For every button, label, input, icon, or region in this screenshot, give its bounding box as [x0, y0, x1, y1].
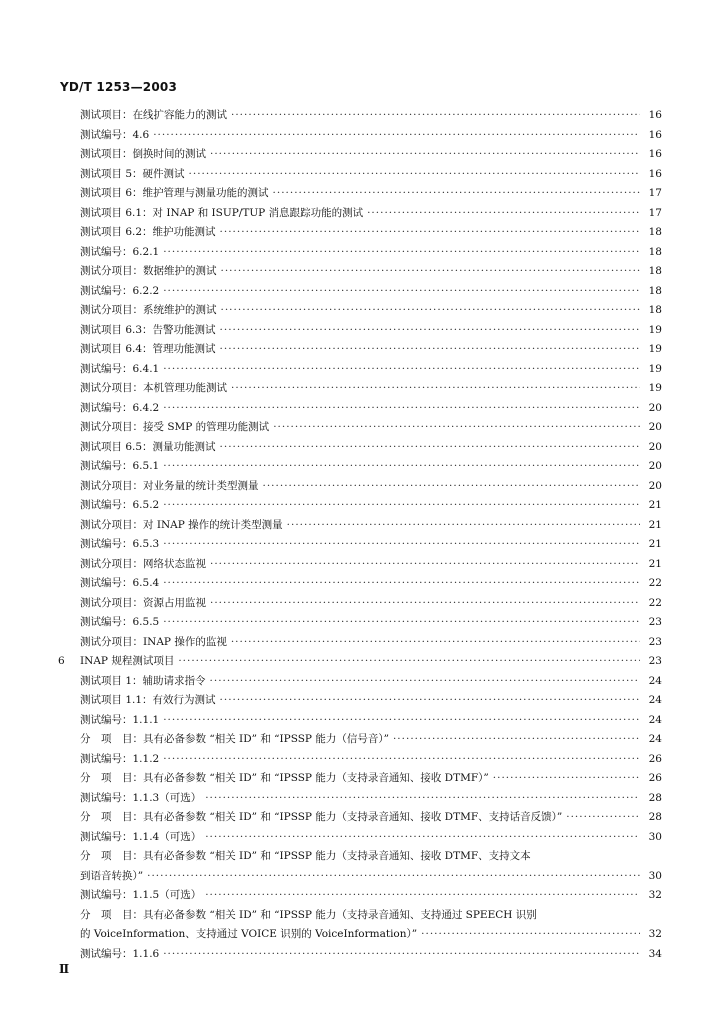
toc-entry-label: 测试编号：6.2.1 [80, 245, 160, 258]
toc-entry [58, 789, 662, 809]
toc-page-number: 17 [648, 187, 662, 199]
toc-entry-label: 测试项目 6.5：测量功能测试 [80, 440, 216, 453]
toc-dot-leader [163, 399, 640, 419]
toc-page-number: 20 [648, 440, 662, 453]
toc-dot-leader [220, 321, 640, 341]
toc-page-number: 20 [648, 421, 662, 433]
toc-entry-label: 测试项目 6.4：管理功能测试 [80, 343, 216, 355]
toc-entry [58, 828, 662, 848]
toc-page-number: 18 [648, 284, 662, 297]
toc-entry [58, 379, 662, 399]
toc-entry-label: 测试项目 1.1：有效行为测试 [80, 694, 216, 706]
toc-dot-leader [421, 925, 640, 945]
toc-dot-leader [147, 867, 640, 887]
toc-entry-label: 测试项目：倒换时间的测试 [80, 148, 206, 160]
toc-page-number: 16 [648, 128, 662, 141]
toc-entry [58, 340, 662, 360]
toc-entry-label: 测试分项目：INAP 操作的监视 [80, 635, 227, 648]
toc-page-number: 18 [648, 265, 662, 277]
toc-entry-label: 测试分项目：对 INAP 操作的统计类型测量 [80, 518, 283, 531]
toc-page-number: 23 [648, 616, 662, 628]
toc-entry [58, 516, 662, 536]
toc-entry-label: 测试编号：6.4.1 [80, 362, 160, 375]
toc-entry-label: 测试项目 6.1：对 INAP 和 ISUP/TUP 消息跟踪功能的测试 [80, 206, 364, 219]
toc-entry-label: 测试项目 6：维护管理与测量功能的测试 [80, 187, 269, 199]
toc-page-number: 24 [648, 694, 662, 706]
toc-dot-leader [231, 379, 640, 399]
toc-entry [58, 204, 662, 224]
toc-dot-leader [287, 516, 640, 536]
toc-page-number: 16 [648, 109, 662, 121]
toc-entry-label: 测试分项目：数据维护的测试 [80, 265, 217, 277]
toc-page-number: 20 [648, 479, 662, 492]
toc-page-number: 26 [648, 752, 662, 765]
toc-entry-label: 分 项 目：具有必备参数 “相关 ID” 和 “IPSSP 能力（支持录音通知、接收 DTMF、支持话音反馈）” [80, 811, 563, 823]
toc-entry [58, 496, 662, 516]
toc-dot-leader [231, 633, 640, 653]
toc-entry [58, 769, 662, 789]
toc-entry [58, 847, 662, 886]
toc-entry [58, 126, 662, 146]
toc-entry-label: 测试项目 6.3：告警功能测试 [80, 323, 216, 336]
toc-entry [58, 223, 662, 243]
toc-entry [58, 730, 662, 750]
toc-page-number: 19 [648, 382, 662, 394]
toc-dot-leader [153, 126, 640, 146]
toc-entry-label: 测试分项目：本机管理功能测试 [80, 382, 227, 394]
toc-entry-label: 分 项 目：具有必备参数 “相关 ID” 和 “IPSSP 能力（支持录音通知、接收 DTMF）” [80, 772, 489, 784]
toc-page-number: 22 [648, 577, 662, 589]
toc-dot-leader [163, 457, 640, 477]
toc-entry-label: 测试项目 5：硬件测试 [80, 167, 185, 180]
toc-dot-leader [493, 769, 640, 789]
toc-entry-label-line1: 分 项 目：具有必备参数 “相关 ID” 和 “IPSSP 能力（支持录音通知、接收 DTMF、支持文本 [80, 850, 531, 862]
toc-page-number: 28 [648, 811, 662, 823]
toc-page-number: 23 [648, 655, 662, 667]
toc-entry [58, 906, 662, 945]
toc-page-number: 19 [648, 323, 662, 336]
standard-number-header: YD/T 1253—2003 [60, 80, 177, 94]
toc-dot-leader [163, 945, 640, 965]
toc-page-number: 21 [648, 499, 662, 511]
toc-entry-label: 分 项 目：具有必备参数 “相关 ID” 和 “IPSSP 能力（信号音）” [80, 733, 389, 745]
toc-entry-label: 测试编号：6.4.2 [80, 401, 160, 414]
toc-entry [58, 438, 662, 458]
toc-dot-leader [220, 691, 640, 711]
toc-entry [58, 945, 662, 965]
toc-page-number: 23 [648, 635, 662, 648]
toc-entry [58, 243, 662, 263]
toc-dot-leader [163, 613, 640, 633]
toc-entry-label: 测试分项目：接受 SMP 的管理功能测试 [80, 421, 270, 433]
toc-entry [58, 321, 662, 341]
toc-dot-leader [210, 672, 640, 692]
toc-page-number: 30 [648, 830, 662, 843]
toc-entry [58, 574, 662, 594]
toc-dot-leader [163, 750, 640, 770]
toc-entry [58, 633, 662, 653]
toc-page-number: 28 [648, 791, 662, 804]
toc-entry [58, 477, 662, 497]
toc-dot-leader [205, 828, 640, 848]
toc-page-number: 34 [648, 947, 662, 960]
toc-entry [58, 301, 662, 321]
toc-entry-label: 测试分项目：系统维护的测试 [80, 304, 217, 316]
toc-entry-label: 测试编号：6.5.3 [80, 538, 160, 550]
toc-dot-leader [163, 711, 640, 731]
toc-page-number: 21 [648, 538, 662, 550]
toc-page-number: 32 [648, 928, 662, 940]
toc-entry [58, 886, 662, 906]
toc-entry-label: 测试编号：1.1.2 [80, 752, 160, 765]
toc-dot-leader [210, 555, 640, 575]
toc-entry [58, 282, 662, 302]
toc-dot-leader [189, 165, 640, 185]
toc-dot-leader [163, 535, 640, 555]
toc-entry-label: 测试编号：1.1.3（可选） [80, 791, 202, 804]
toc-dot-leader [263, 477, 641, 497]
toc-entry [58, 672, 662, 692]
toc-entry [58, 106, 662, 126]
toc-entry-label: 的 VoiceInformation、支持通过 VOICE 识别的 VoiceInformation）” [80, 928, 418, 940]
toc-page-number: 26 [648, 772, 662, 784]
toc-entry-label: 到语音转换）” [80, 869, 144, 882]
toc-dot-leader [163, 360, 640, 380]
toc-dot-leader [163, 574, 640, 594]
toc-entry [58, 750, 662, 770]
toc-entry-label: 测试项目 1：辅助请求指令 [80, 674, 206, 687]
toc-entry [58, 399, 662, 419]
toc-dot-leader [163, 243, 640, 263]
toc-dot-leader [210, 594, 640, 614]
toc-page-number: 21 [648, 557, 662, 570]
toc-entry [58, 535, 662, 555]
toc-entry-label: 测试项目 6.2：维护功能测试 [80, 226, 216, 238]
toc-page-number: 24 [648, 674, 662, 687]
toc-entry-label: 测试编号：1.1.5（可选） [80, 889, 202, 901]
toc-page-number: 21 [648, 518, 662, 531]
toc-entry-label: 测试编号：6.5.5 [80, 616, 160, 628]
toc-page-number: 18 [648, 304, 662, 316]
toc-entry-label: 测试编号：6.2.2 [80, 284, 160, 297]
toc-entry [58, 613, 662, 633]
toc-dot-leader [178, 652, 640, 672]
toc-entry [58, 555, 662, 575]
toc-entry-label: 测试分项目：对业务量的统计类型测量 [80, 479, 259, 492]
toc-page-number: 24 [648, 733, 662, 745]
toc-dot-leader [231, 106, 640, 126]
toc-dot-leader [221, 301, 641, 321]
toc-page-number: 16 [648, 167, 662, 180]
toc-page-number: 24 [648, 713, 662, 726]
toc-entry [58, 165, 662, 185]
toc-page-number: 19 [648, 343, 662, 355]
toc-page-number: 17 [648, 206, 662, 219]
toc-entry [58, 594, 662, 614]
toc-dot-leader [163, 496, 640, 516]
toc-entry [58, 711, 662, 731]
toc-page-number: 18 [648, 245, 662, 258]
toc-entry [58, 145, 662, 165]
toc-entry [58, 184, 662, 204]
toc-page-number: 22 [648, 596, 662, 609]
toc-dot-leader [220, 438, 640, 458]
toc-dot-leader [205, 789, 640, 809]
toc-dot-leader [566, 808, 640, 828]
toc-entry [58, 262, 662, 282]
toc-entry-label: 测试分项目：网络状态监视 [80, 557, 206, 570]
toc-entry-label: INAP 规程测试项目 [80, 655, 175, 667]
toc-dot-leader [367, 204, 640, 224]
toc-section-number: 6 [58, 655, 65, 667]
toc-entry-label: 测试项目：在线扩容能力的测试 [80, 109, 227, 121]
toc-entry-label: 测试编号：1.1.6 [80, 947, 160, 960]
toc-entry [58, 652, 662, 672]
toc-page-number: 19 [648, 362, 662, 375]
toc-dot-leader [220, 223, 640, 243]
toc-entry-label: 测试编号：6.5.2 [80, 499, 160, 511]
toc-page-number: 18 [648, 226, 662, 238]
toc-page-number: 20 [648, 460, 662, 472]
page-number-footer: Ⅱ [59, 962, 70, 976]
toc-dot-leader [205, 886, 640, 906]
toc-entry-label: 测试编号：6.5.1 [80, 460, 160, 472]
toc-page-number: 30 [648, 869, 662, 882]
toc-entry-label: 测试编号：1.1.4（可选） [80, 830, 202, 843]
toc-entry-label: 测试编号：1.1.1 [80, 713, 160, 726]
toc-dot-leader [393, 730, 640, 750]
toc-entry-label-line1: 分 项 目：具有必备参数 “相关 ID” 和 “IPSSP 能力（支持录音通知、支持通过 SPEECH 识别 [80, 908, 537, 921]
toc-page-number: 20 [648, 401, 662, 414]
toc-entry-label: 测试分项目：资源占用监视 [80, 596, 206, 609]
toc-dot-leader [221, 262, 641, 282]
toc-entry [58, 360, 662, 380]
toc-entry [58, 808, 662, 828]
toc-entry [58, 457, 662, 477]
toc-dot-leader [163, 282, 640, 302]
toc-page-number: 32 [648, 889, 662, 901]
toc-entry-label: 测试编号：4.6 [80, 128, 150, 141]
toc-entry-label: 测试编号：6.5.4 [80, 577, 160, 589]
toc-dot-leader [273, 184, 640, 204]
toc-dot-leader [220, 340, 640, 360]
toc-page-number: 16 [648, 148, 662, 160]
toc-dot-leader [210, 145, 640, 165]
toc-entry [58, 418, 662, 438]
table-of-contents [58, 106, 662, 964]
toc-entry [58, 691, 662, 711]
toc-dot-leader [273, 418, 640, 438]
